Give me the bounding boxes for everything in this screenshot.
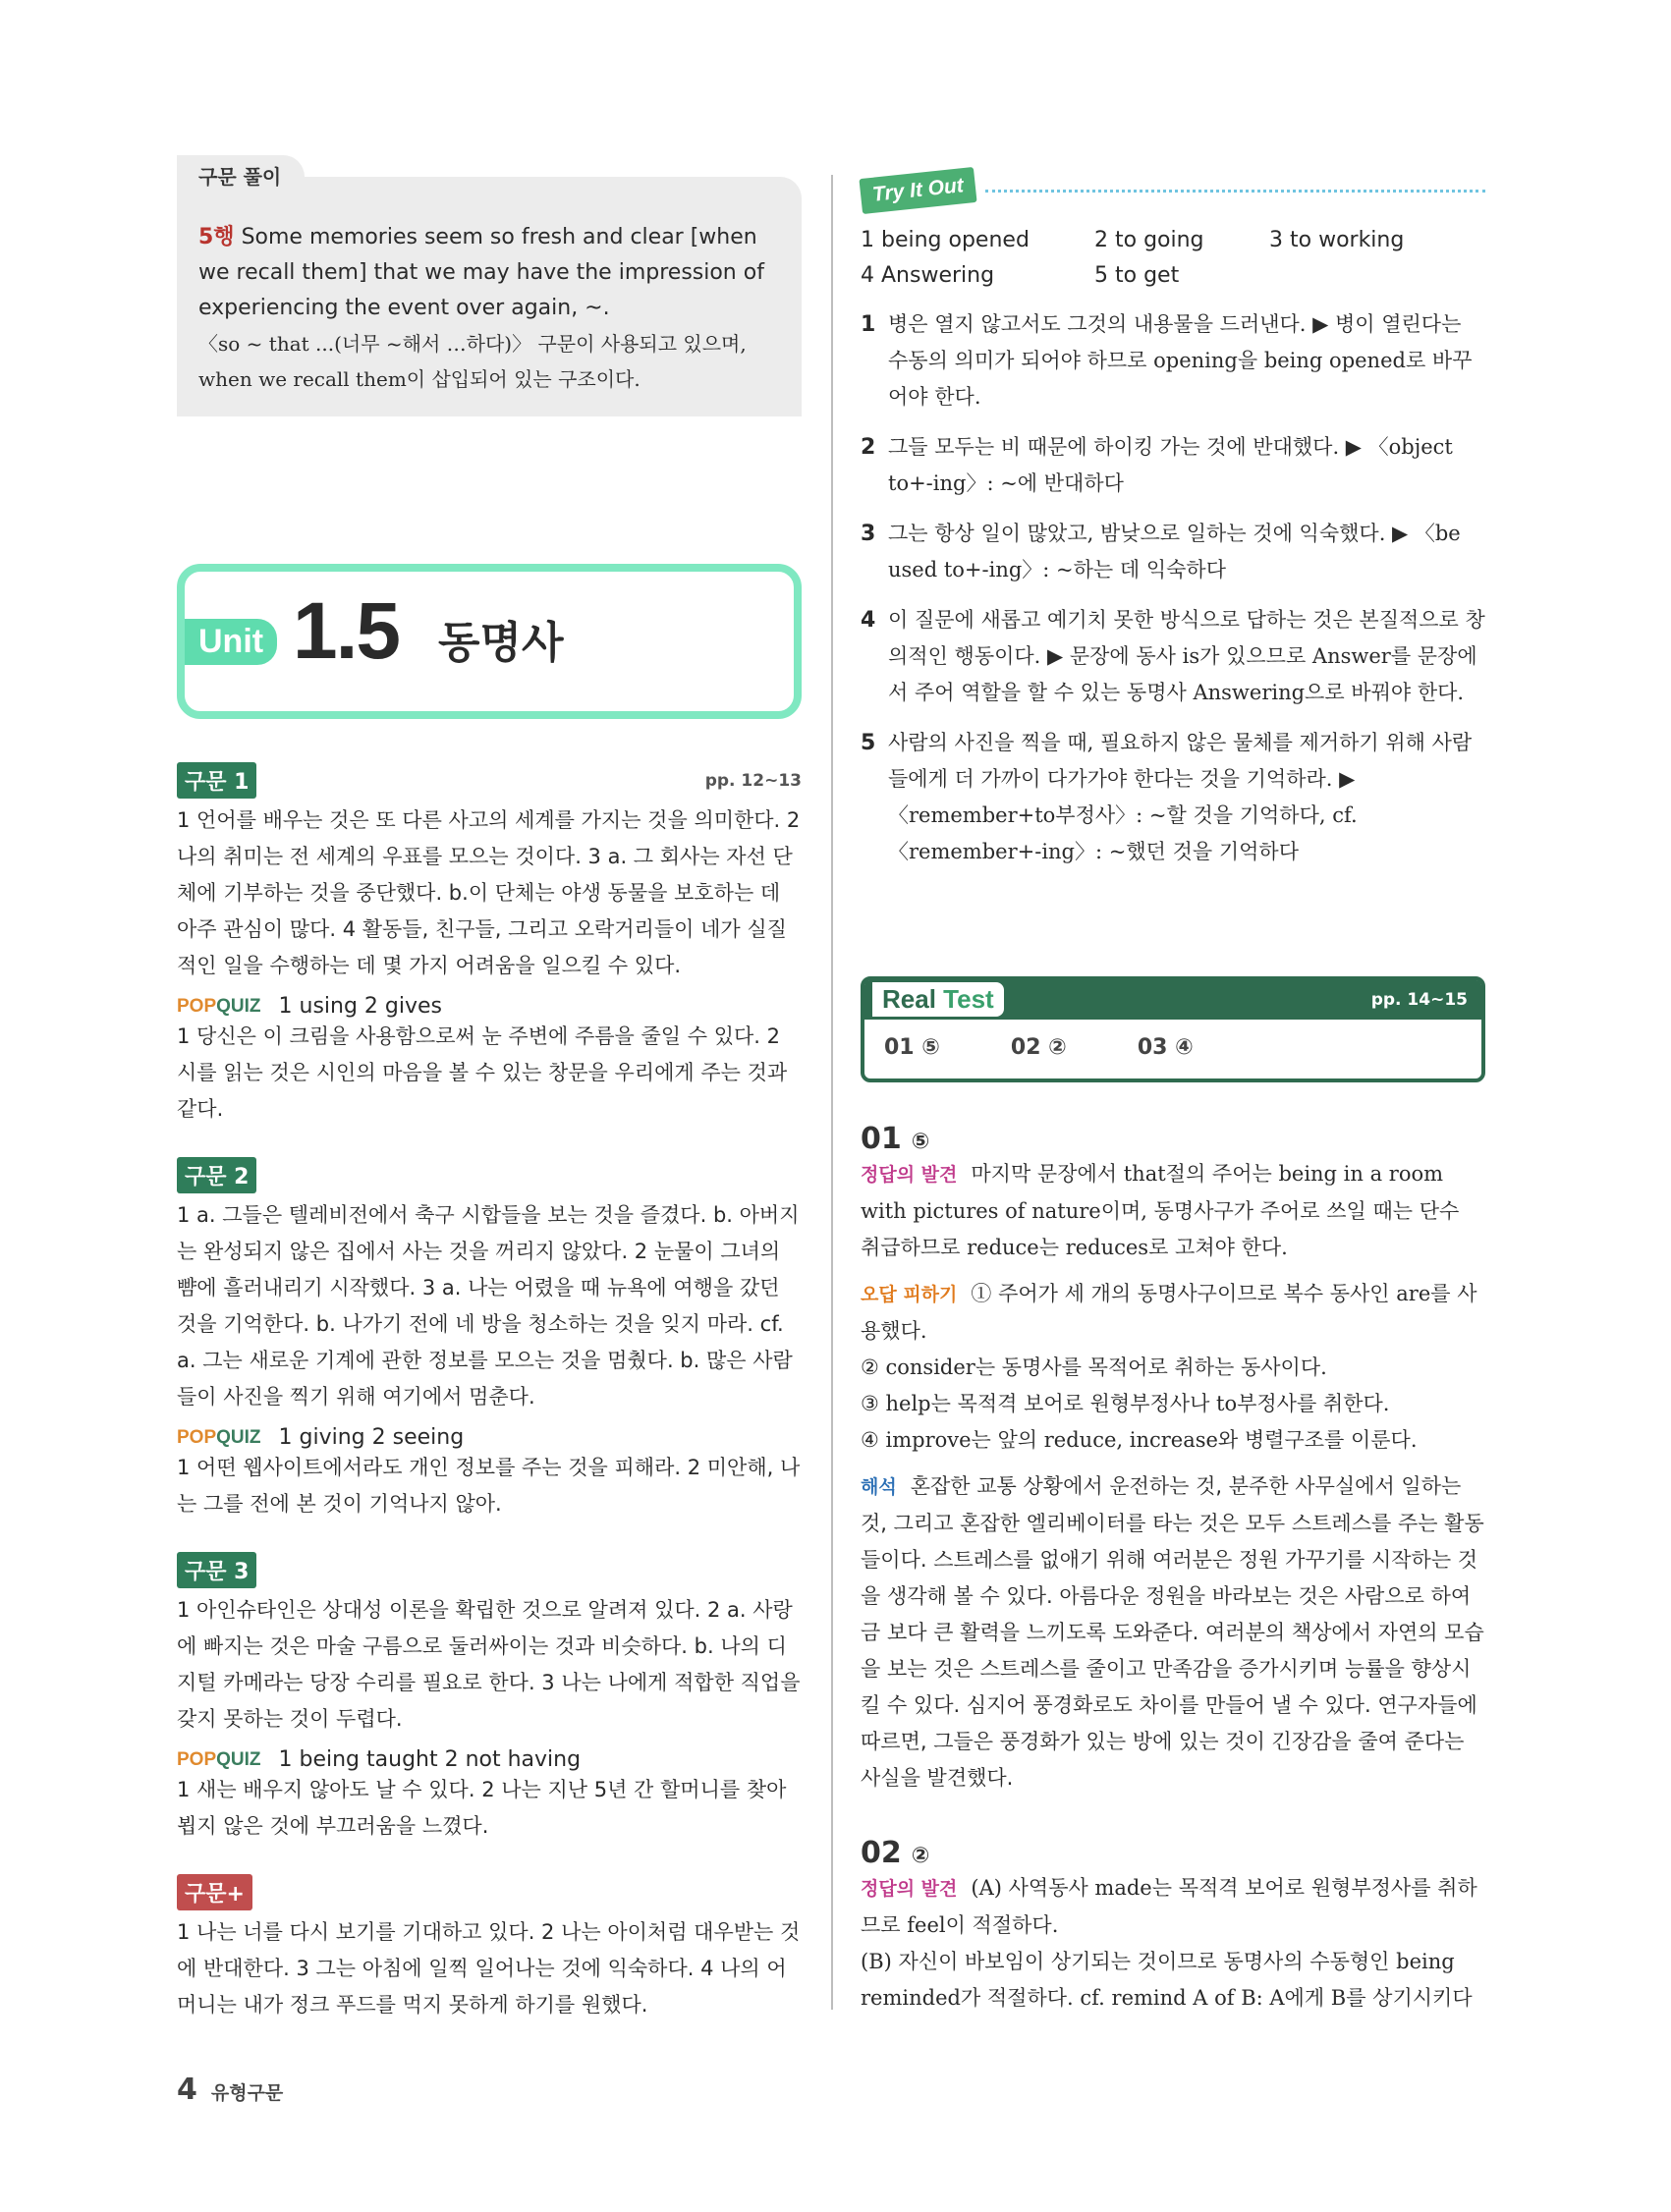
syntax-sentence <box>198 220 780 326</box>
unit-number: 1.5 <box>293 586 399 676</box>
column-divider <box>831 175 833 2010</box>
quiz-answers: 1 using 2 gives <box>278 994 443 1019</box>
correct-tag: 정답의 발견 <box>861 1164 958 1186</box>
quiz-answers: 1 being taught 2 not having <box>278 1747 582 1772</box>
question-heading: 02 ② <box>861 1836 930 1870</box>
correct-answer-explanation: 정답의 발견 (A) 사역동사 made는 목적격 보어로 원형부정사를 취하므로 feel이 적절하다. <box>861 1876 1477 1937</box>
answer-item: 1 being opened <box>861 228 1030 252</box>
section-text: 1 a. 그들은 텔레비전에서 축구 시합들을 보는 것을 즐겼다. b. 아버지는 완성되지 않은 집에서 사는 것을 꺼리지 않았다. 2 눈물이 그녀의 뺨에 흘러내리기 시작했다. 3 a. 나는 어렸을 때 뉴욕에 여행을 갔던 것을 기억한다. b. 나가기 전에 네 방을 청소하는 것을 잊지 마라. cf. a. 그는 새로운 기계에 관한 정보를 모으는 것을 멈췄다. b. 많은 사람들이 사진을 찍기 위해 여기에서 멈춘다. <box>177 1203 800 1409</box>
pop-quiz-row <box>177 1747 802 1772</box>
answer-item: 3 to working <box>1269 228 1405 252</box>
try-it-out-answers <box>861 224 1485 293</box>
section-text: 1 아인슈타인은 상대성 이론을 확립한 것으로 알려져 있다. 2 a. 사랑에 빠지는 것은 마술 구름으로 둘러싸이는 것과 비슷하다. b. 나의 디지털 카메라는 당장 수리를 필요로 한다. 3 나는 나에게 적합한 직업을 갖지 못하는 것이 두렵다. <box>177 1598 801 1731</box>
real-test-answers <box>884 1035 1194 1060</box>
section-header <box>177 1874 802 1910</box>
translation-tag: 해석 <box>861 1476 897 1498</box>
try-it-out-label: Try It Out <box>859 167 976 214</box>
book-section-label: 유형구문 <box>210 2082 284 2104</box>
answer-item: 4 Answering <box>861 263 995 288</box>
section-header <box>177 1157 802 1193</box>
section-text: 1 언어를 배우는 것은 또 다른 사고의 세계를 가지는 것을 의미한다. 2 나의 취미는 전 세계의 우표를 모으는 것이다. 3 a. 그 회사는 자선 단체에 기부하는 것을 중단했다. b.이 단체는 야생 동물을 보호하는 데 아주 관심이 많다. 4 활동들, 친구들, 그리고 오락거리들이 네가 실질적인 일을 수행하는 데 몇 가지 어려움을 일으킬 수 있다. <box>177 808 801 977</box>
page-reference: pp. 14~15 <box>1370 990 1468 1010</box>
real-test-box <box>861 976 1485 1082</box>
explanation-item: 4 이 질문에 새롭고 예기치 못한 방식으로 답하는 것은 본질적으로 창의적인 행동이다. ▶ 문장에 동사 is가 있으므로 Answer를 문장에서 주어 역할을 할 수 있는 동명사 Answering으로 바꿔야 한다. <box>861 608 1485 704</box>
correct-answer-explanation: 정답의 발견 마지막 문장에서 that절의 주어는 being in a room with pictures of nature이며, 동명사구가 주어로 쓰일 때는 단수 취급하므로 reduce는 reduces로 고쳐야 한다. <box>861 1162 1460 1259</box>
answer-item: 02 ② <box>1010 1035 1067 1060</box>
page-footer <box>177 2073 283 2107</box>
unit-header <box>177 564 802 719</box>
answer-item: 03 ④ <box>1137 1035 1194 1060</box>
line-number: 5행 <box>198 225 235 249</box>
page-number: 4 <box>177 2073 197 2107</box>
correct-tag: 정답의 발견 <box>861 1878 958 1900</box>
try-it-out-explanations <box>861 306 1485 870</box>
real-test-header <box>864 980 1481 1020</box>
wrong-answer-explanation: 오답 피하기 ① 주어가 세 개의 동명사구이므로 복수 동사인 are를 사용했다. <box>861 1282 1477 1343</box>
translation: 해석 혼잡한 교통 상황에서 운전하는 것, 분주한 사무실에서 일하는 것, 그리고 혼잡한 엘리베이터를 타는 것은 모두 스트레스를 주는 활동들이다. 스트레스를 없애기 위해 여러분은 정원 가꾸기를 시작하는 것을 생각해 볼 수 있다. 아름다운 정원을 바라보는 것은 사람으로 하여금 보다 큰 활력을 느끼도록 도와준다. 여러분의 책상에서 자연의 모습을 보는 것은 스트레스를 줄이고 만족감을 증가시키며 능률을 향상시킬 수 있다. 심지어 풍경화로도 차이를 만들어 낼 수 있다. 연구자들에 따르면, 그들은 풍경화가 있는 방에 있는 것이 긴장감을 줄여 준다는 사실을 발견했다. <box>861 1474 1484 1790</box>
wrong-tag: 오답 피하기 <box>861 1284 958 1305</box>
syntax-explanation-tab: 구문 풀이 <box>177 155 305 194</box>
syntax-note: 〈so ~ that ...(너무 ~해서 …하다)〉 구문이 사용되고 있으며, when we recall them이 삽입되어 있는 구조이다. <box>198 332 747 391</box>
answer-item: 2 to going <box>1094 228 1204 252</box>
section-header <box>177 762 802 799</box>
section-badge: 구문 2 <box>177 1157 256 1193</box>
pop-quiz-label: POPQUIZ <box>177 1426 261 1448</box>
try-it-out-header <box>861 173 1485 208</box>
section-badge-plus: 구문+ <box>177 1874 252 1910</box>
quiz-text: 1 어떤 웹사이트에서라도 개인 정보를 주는 것을 피해라. 2 미안해, 나는 그를 전에 본 것이 기억나지 않아. <box>177 1456 801 1516</box>
explanation-item: 3 그는 항상 일이 많았고, 밤낮으로 일하는 것에 익숙했다. ▶ 〈be used to+-ing〉: ~하는 데 익숙하다 <box>861 522 1461 581</box>
section-badge: 구문 3 <box>177 1552 256 1588</box>
explanation-item: 1 병은 열지 않고서도 그것의 내용물을 드러낸다. ▶ 병이 열린다는 수동의 의미가 되어야 하므로 opening을 being opened로 바꾸어야 한다. <box>861 312 1473 409</box>
section-badge: 구문 1 <box>177 762 256 799</box>
page-reference: pp. 12~13 <box>704 770 802 791</box>
unit-title: 동명사 <box>438 618 564 668</box>
left-column <box>177 165 802 2023</box>
right-column <box>861 173 1485 2017</box>
answer-item: 5 to get <box>1094 263 1180 288</box>
dotted-rule <box>985 190 1485 193</box>
question-heading: 01 ⑤ <box>861 1122 930 1156</box>
real-test-title: Real Test <box>872 982 1004 1017</box>
section-header <box>177 1552 802 1588</box>
wrong-answer-line: ② consider는 동명사를 목적어로 취하는 동사이다. <box>861 1355 1327 1379</box>
pop-quiz-label: POPQUIZ <box>177 995 261 1017</box>
wrong-answer-line: ④ improve는 앞의 reduce, increase와 병렬구조를 이룬다. <box>861 1428 1418 1452</box>
wrong-answer-line: ③ help는 목적격 보어로 원형부정사나 to부정사를 취한다. <box>861 1392 1390 1415</box>
syntax-sentence-text: Some memories seem so fresh and clear [when we recall them] that we may have the impression of experiencing the event over again, ~. <box>198 225 764 320</box>
section-text: 1 나는 너를 다시 보기를 기대하고 있다. 2 나는 아이처럼 대우받는 것에 반대한다. 3 그는 아침에 일찍 일어나는 것에 익숙하다. 4 나의 어머니는 내가 정크 푸드를 먹지 못하게 하기를 원했다. <box>177 1920 801 2017</box>
quiz-text: 1 새는 배우지 않아도 날 수 있다. 2 나는 지난 5년 간 할머니를 찾아뵙지 않은 것에 부끄러움을 느꼈다. <box>177 1778 787 1838</box>
unit-label: Unit <box>185 619 277 665</box>
quiz-text: 1 당신은 이 크림을 사용함으로써 눈 주변에 주름을 줄일 수 있다. 2 시를 읽는 것은 시인의 마음을 볼 수 있는 창문을 우리에게 주는 것과 같다. <box>177 1024 788 1121</box>
syntax-explanation-box <box>177 165 802 416</box>
pop-quiz-row <box>177 1425 802 1450</box>
explanation-line: (B) 자신이 바보임이 상기되는 것이므로 동명사의 수동형인 being reminded가 적절하다. cf. remind A of B: A에게 B를 상기시키다 <box>861 1950 1473 2010</box>
pop-quiz-row <box>177 994 802 1019</box>
explanation-item: 5 사람의 사진을 찍을 때, 필요하지 않은 물체를 제거하기 위해 사람들에게 더 가까이 다가가야 한다는 것을 기억하라. ▶ 〈remember+to부정사〉: ~할 것을 기억하다, cf. 〈remember+-ing〉: ~했던 것을 기억하다 <box>861 731 1473 863</box>
answer-item: 01 ⑤ <box>884 1035 940 1060</box>
quiz-answers: 1 giving 2 seeing <box>278 1425 465 1450</box>
explanation-item: 2 그들 모두는 비 때문에 하이킹 가는 것에 반대했다. ▶ 〈object to+-ing〉: ~에 반대하다 <box>861 435 1453 495</box>
pop-quiz-label: POPQUIZ <box>177 1748 261 1770</box>
